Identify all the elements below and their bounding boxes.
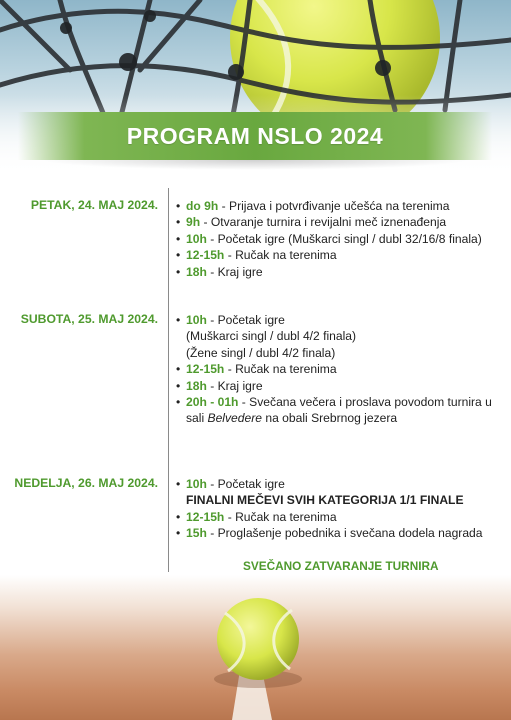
list-item	[176, 394, 496, 410]
item-time: 10h	[186, 313, 207, 327]
day-label: PETAK, 24. MAJ 2024.	[30, 198, 158, 212]
bullet-icon: •	[176, 509, 181, 524]
day-label: NEDELJA, 26. MAJ 2024.	[14, 476, 158, 490]
item-text: - Svečana večera i proslava povodom turnira u	[238, 395, 492, 410]
item-time: 12-15h	[186, 248, 225, 263]
bullet-icon: •	[176, 378, 181, 393]
bullet-icon: •	[176, 362, 181, 377]
closing-note: SVEČANO ZATVARANJE TURNIRA	[243, 559, 439, 573]
item-time: 9h	[186, 215, 201, 230]
item-time: 18h	[186, 264, 207, 279]
bullet-icon: •	[176, 215, 181, 230]
bullet-icon: •	[176, 313, 181, 327]
bullet-icon: •	[176, 395, 181, 410]
item-text: - Kraj igre	[206, 264, 263, 279]
item-text: - Ručak na terenima	[224, 362, 337, 377]
list-item-continuation: (Muškarci singl / dubl 4/2 finala)	[186, 329, 357, 344]
item-time: 10h	[186, 231, 207, 246]
item-text: - Ručak na terenima	[224, 248, 337, 263]
list-item	[176, 525, 496, 541]
day-label: SUBOTA, 25. MAJ 2024.	[20, 312, 158, 326]
list-item	[176, 361, 496, 377]
item-time: 12-15h	[186, 362, 225, 377]
day-items	[176, 198, 496, 280]
item-time: 20h - 01h	[186, 395, 239, 410]
item-text: sali	[186, 411, 208, 426]
bullet-icon: •	[176, 248, 181, 263]
item-text: - Početak igre	[206, 313, 285, 327]
clay-court-illustration	[0, 575, 511, 720]
bullet-icon: •	[176, 264, 181, 279]
day-items	[176, 476, 496, 542]
list-item	[176, 198, 496, 214]
list-item-continuation	[176, 410, 496, 426]
list-item	[176, 476, 496, 492]
item-text: - Otvaranje turnira i revijalni meč iznenađenja	[200, 215, 447, 230]
item-text: - Proglašenje pobednika i svečana dodela nagrada	[206, 526, 483, 541]
item-text: - Ručak na terenima	[224, 509, 337, 524]
court-image	[0, 575, 511, 720]
list-item	[176, 264, 496, 280]
bullet-icon: •	[176, 526, 181, 541]
venue-name: Belvedere	[207, 411, 262, 426]
item-text: - Početak igre (Muškarci singl / dubl 32/16/8 finala)	[206, 231, 482, 246]
bullet-icon: •	[176, 199, 181, 213]
list-item-continuation: FINALNI MEČEVI SVIH KATEGORIJA 1/1 FINALE	[186, 493, 464, 508]
item-text: - Kraj igre	[206, 378, 263, 393]
item-text: - Prijava i potvrđivanje učešća na terenima	[218, 199, 450, 213]
item-text: - Početak igre	[206, 477, 285, 491]
banner-shadow	[40, 160, 470, 170]
list-item	[176, 509, 496, 525]
item-time: 12-15h	[186, 509, 225, 524]
list-item	[176, 214, 496, 230]
bullet-icon: •	[176, 477, 181, 491]
item-time: 10h	[186, 477, 207, 491]
list-item	[176, 378, 496, 394]
title-banner	[18, 112, 492, 160]
page-title: PROGRAM NSLO 2024	[126, 122, 384, 149]
list-item	[176, 312, 496, 328]
schedule-divider	[168, 188, 169, 572]
item-time: do 9h	[186, 199, 219, 213]
item-text: na obali Srebrnog jezera	[261, 411, 398, 426]
item-time: 15h	[186, 526, 207, 541]
list-item	[176, 247, 496, 263]
list-item-continuation: (Žene singl / dubl 4/2 finala)	[186, 345, 336, 360]
bullet-icon: •	[176, 231, 181, 246]
list-item	[176, 231, 496, 247]
day-items	[176, 312, 496, 427]
item-time: 18h	[186, 378, 207, 393]
